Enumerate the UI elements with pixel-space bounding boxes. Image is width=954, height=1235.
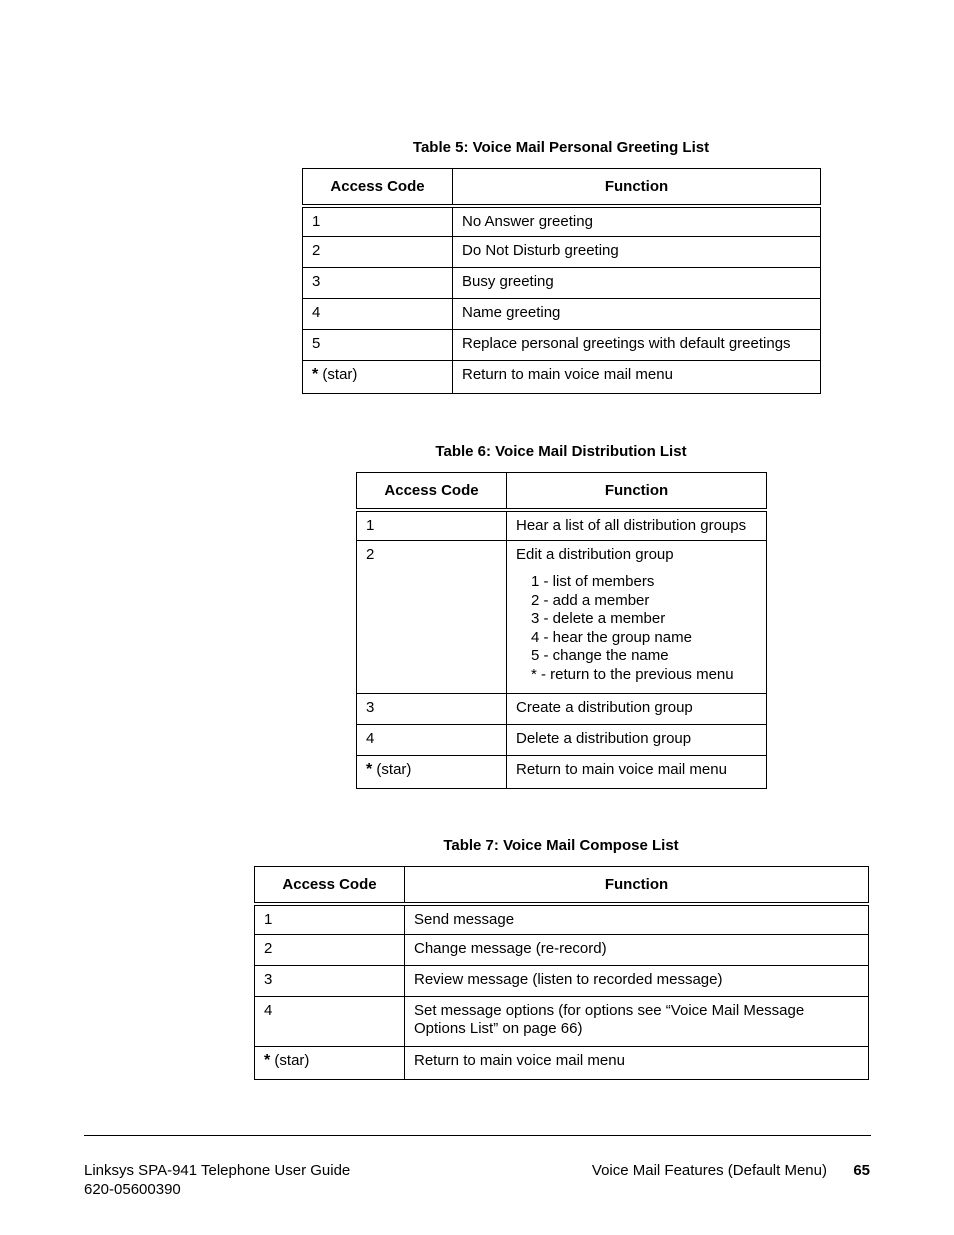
list-item: 2 - add a member — [531, 591, 650, 609]
table-row — [357, 541, 767, 694]
table-6-caption: Table 6: Voice Mail Distribution List — [435, 443, 687, 460]
list-item: 3 - delete a member — [531, 610, 666, 627]
footer-doc-number: 620-05600390 — [84, 1181, 181, 1198]
greeting-list-table — [302, 168, 821, 394]
table-row — [255, 966, 869, 997]
function-cell: Review message (listen to recorded message) — [405, 966, 869, 997]
function-cell: Name greeting — [453, 299, 821, 330]
star-symbol: * — [366, 761, 373, 778]
function-cell: Do Not Disturb greeting — [453, 237, 821, 268]
access-code-cell: 5 — [303, 330, 453, 361]
access-code-cell — [255, 1047, 405, 1080]
function-text-line: Options List” on page 66) — [414, 1020, 583, 1037]
function-text: Edit a distribution group — [516, 546, 674, 563]
table-row — [303, 299, 821, 330]
function-cell: Send message — [405, 904, 869, 935]
star-symbol: * — [264, 1052, 271, 1069]
list-item: 5 - change the name — [531, 647, 669, 664]
star-label: (star) — [322, 366, 358, 383]
access-code-cell: 4 — [303, 299, 453, 330]
table-row — [255, 1047, 869, 1080]
table-5-caption: Table 5: Voice Mail Personal Greeting List — [412, 139, 710, 156]
access-code-cell: 3 — [255, 966, 405, 997]
table-row — [255, 904, 869, 935]
footer-divider — [84, 1135, 871, 1136]
access-code-cell: 2 — [303, 237, 453, 268]
table-row — [255, 935, 869, 966]
column-header-function: Function — [507, 473, 767, 510]
access-code-cell — [357, 756, 507, 789]
function-cell — [507, 541, 767, 694]
distribution-list-table — [356, 472, 767, 789]
list-item: 1 - list of members — [531, 573, 655, 590]
function-cell: Change message (re-record) — [405, 935, 869, 966]
function-cell — [405, 997, 869, 1047]
function-text-line: Set message options (for options see “Voice Mail Message — [414, 1002, 805, 1019]
table-row — [303, 330, 821, 361]
column-header-access-code: Access Code — [255, 867, 405, 904]
column-header-function: Function — [453, 169, 821, 206]
table-row — [303, 268, 821, 299]
function-cell: Return to main voice mail menu — [453, 361, 821, 394]
table-row — [357, 510, 767, 541]
column-header-access-code: Access Code — [303, 169, 453, 206]
star-label: (star) — [376, 761, 412, 778]
edit-options-list — [531, 573, 757, 684]
function-cell: Return to main voice mail menu — [507, 756, 767, 789]
function-cell: Delete a distribution group — [507, 725, 767, 756]
table-row — [357, 694, 767, 725]
star-label: (star) — [274, 1052, 310, 1069]
access-code-cell: 1 — [303, 206, 453, 237]
column-header-function: Function — [405, 867, 869, 904]
table-7-caption: Table 7: Voice Mail Compose List — [443, 837, 679, 854]
table-row — [303, 237, 821, 268]
access-code-cell: 4 — [255, 997, 405, 1047]
compose-list-table — [254, 866, 869, 1080]
table-row — [255, 997, 869, 1047]
access-code-cell — [303, 361, 453, 394]
star-symbol: * — [312, 366, 319, 383]
page-number: 65 — [853, 1162, 870, 1179]
function-cell: Busy greeting — [453, 268, 821, 299]
access-code-cell: 1 — [255, 904, 405, 935]
column-header-access-code: Access Code — [357, 473, 507, 510]
access-code-cell: 1 — [357, 510, 507, 541]
access-code-cell: 2 — [357, 541, 507, 694]
table-row — [357, 725, 767, 756]
access-code-cell: 2 — [255, 935, 405, 966]
access-code-cell: 3 — [303, 268, 453, 299]
list-item: * - return to the previous menu — [531, 665, 734, 683]
table-row — [303, 206, 821, 237]
footer-section-title: Voice Mail Features (Default Menu) — [591, 1162, 827, 1179]
access-code-cell: 3 — [357, 694, 507, 725]
function-cell: Hear a list of all distribution groups — [507, 510, 767, 541]
list-item: 4 - hear the group name — [531, 628, 692, 646]
function-cell: Create a distribution group — [507, 694, 767, 725]
function-cell: Replace personal greetings with default greetings — [453, 330, 821, 361]
function-cell: No Answer greeting — [453, 206, 821, 237]
access-code-cell: 4 — [357, 725, 507, 756]
footer-guide-title: Linksys SPA-941 Telephone User Guide — [84, 1162, 351, 1179]
table-row — [303, 361, 821, 394]
function-cell: Return to main voice mail menu — [405, 1047, 869, 1080]
table-row — [357, 756, 767, 789]
